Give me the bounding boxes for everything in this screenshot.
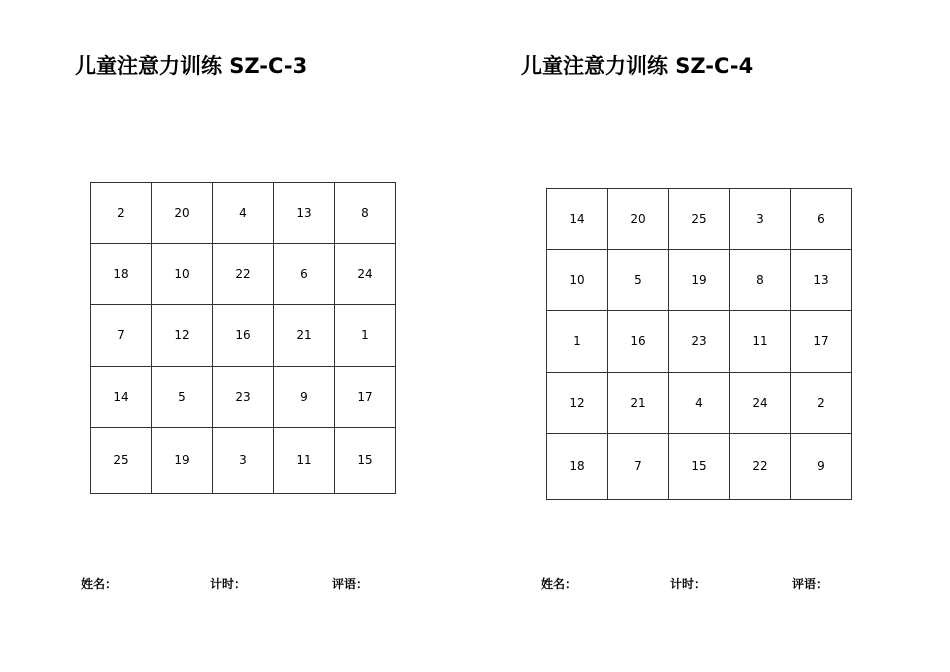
- comment-label-right: 评语：: [792, 577, 829, 591]
- grid-cell[interactable]: 24: [730, 372, 791, 433]
- grid-row: [91, 183, 396, 244]
- grid-cell[interactable]: 3: [213, 427, 274, 493]
- grid-cell[interactable]: 6: [791, 189, 852, 250]
- grid-row: [91, 305, 396, 366]
- grid-cell[interactable]: 4: [213, 183, 274, 244]
- comment-label-left: 评语：: [332, 577, 369, 591]
- grid-cell[interactable]: 14: [91, 366, 152, 427]
- number-grid-left: [90, 182, 396, 494]
- grid-cell[interactable]: 20: [608, 189, 669, 250]
- grid-row: [547, 311, 852, 372]
- grid-cell[interactable]: 19: [152, 427, 213, 493]
- grid-cell[interactable]: 16: [213, 305, 274, 366]
- grid-cell[interactable]: 5: [608, 250, 669, 311]
- time-label-right: 计时：: [670, 577, 707, 591]
- grid-cell[interactable]: 7: [91, 305, 152, 366]
- grid-cell[interactable]: 11: [274, 427, 335, 493]
- grid-cell[interactable]: 18: [91, 244, 152, 305]
- grid-cell[interactable]: 13: [274, 183, 335, 244]
- sheet-title-right: 儿童注意力训练 SZ-C-4: [521, 54, 754, 78]
- grid-cell[interactable]: 17: [791, 311, 852, 372]
- grid-cell[interactable]: 11: [730, 311, 791, 372]
- grid-cell[interactable]: 19: [669, 250, 730, 311]
- grid-cell[interactable]: 9: [274, 366, 335, 427]
- grid-row: [91, 366, 396, 427]
- grid-cell[interactable]: 4: [669, 372, 730, 433]
- grid-cell[interactable]: 1: [335, 305, 396, 366]
- grid-row: [547, 433, 852, 499]
- grid-cell[interactable]: 8: [335, 183, 396, 244]
- grid-cell[interactable]: 12: [547, 372, 608, 433]
- name-label-right: 姓名：: [541, 577, 578, 591]
- grid-cell[interactable]: 6: [274, 244, 335, 305]
- grid-cell[interactable]: 22: [213, 244, 274, 305]
- grid-cell[interactable]: 2: [791, 372, 852, 433]
- grid-cell[interactable]: 13: [791, 250, 852, 311]
- grid-cell[interactable]: 15: [335, 427, 396, 493]
- grid-cell[interactable]: 1: [547, 311, 608, 372]
- grid-cell[interactable]: 16: [608, 311, 669, 372]
- grid-cell[interactable]: 21: [274, 305, 335, 366]
- grid-cell[interactable]: 18: [547, 433, 608, 499]
- grid-cell[interactable]: 25: [669, 189, 730, 250]
- grid-cell[interactable]: 9: [791, 433, 852, 499]
- name-label-left: 姓名：: [81, 577, 118, 591]
- time-label-left: 计时：: [210, 577, 247, 591]
- grid-cell[interactable]: 8: [730, 250, 791, 311]
- grid-cell[interactable]: 21: [608, 372, 669, 433]
- grid-cell[interactable]: 5: [152, 366, 213, 427]
- grid-cell[interactable]: 24: [335, 244, 396, 305]
- grid-cell[interactable]: 15: [669, 433, 730, 499]
- grid-cell[interactable]: 12: [152, 305, 213, 366]
- grid-cell[interactable]: 10: [152, 244, 213, 305]
- sheet-title-left: 儿童注意力训练 SZ-C-3: [75, 54, 308, 78]
- grid-row: [91, 427, 396, 493]
- grid-row: [91, 244, 396, 305]
- grid-cell[interactable]: 17: [335, 366, 396, 427]
- grid-cell[interactable]: 2: [91, 183, 152, 244]
- grid-cell[interactable]: 23: [213, 366, 274, 427]
- grid-cell[interactable]: 20: [152, 183, 213, 244]
- grid-cell[interactable]: 14: [547, 189, 608, 250]
- grid-cell[interactable]: 7: [608, 433, 669, 499]
- grid-cell[interactable]: 23: [669, 311, 730, 372]
- grid-cell[interactable]: 10: [547, 250, 608, 311]
- grid-row: [547, 372, 852, 433]
- grid-cell[interactable]: 22: [730, 433, 791, 499]
- grid-row: [547, 189, 852, 250]
- grid-cell[interactable]: 25: [91, 427, 152, 493]
- grid-row: [547, 250, 852, 311]
- number-grid-right: [546, 188, 852, 500]
- grid-cell[interactable]: 3: [730, 189, 791, 250]
